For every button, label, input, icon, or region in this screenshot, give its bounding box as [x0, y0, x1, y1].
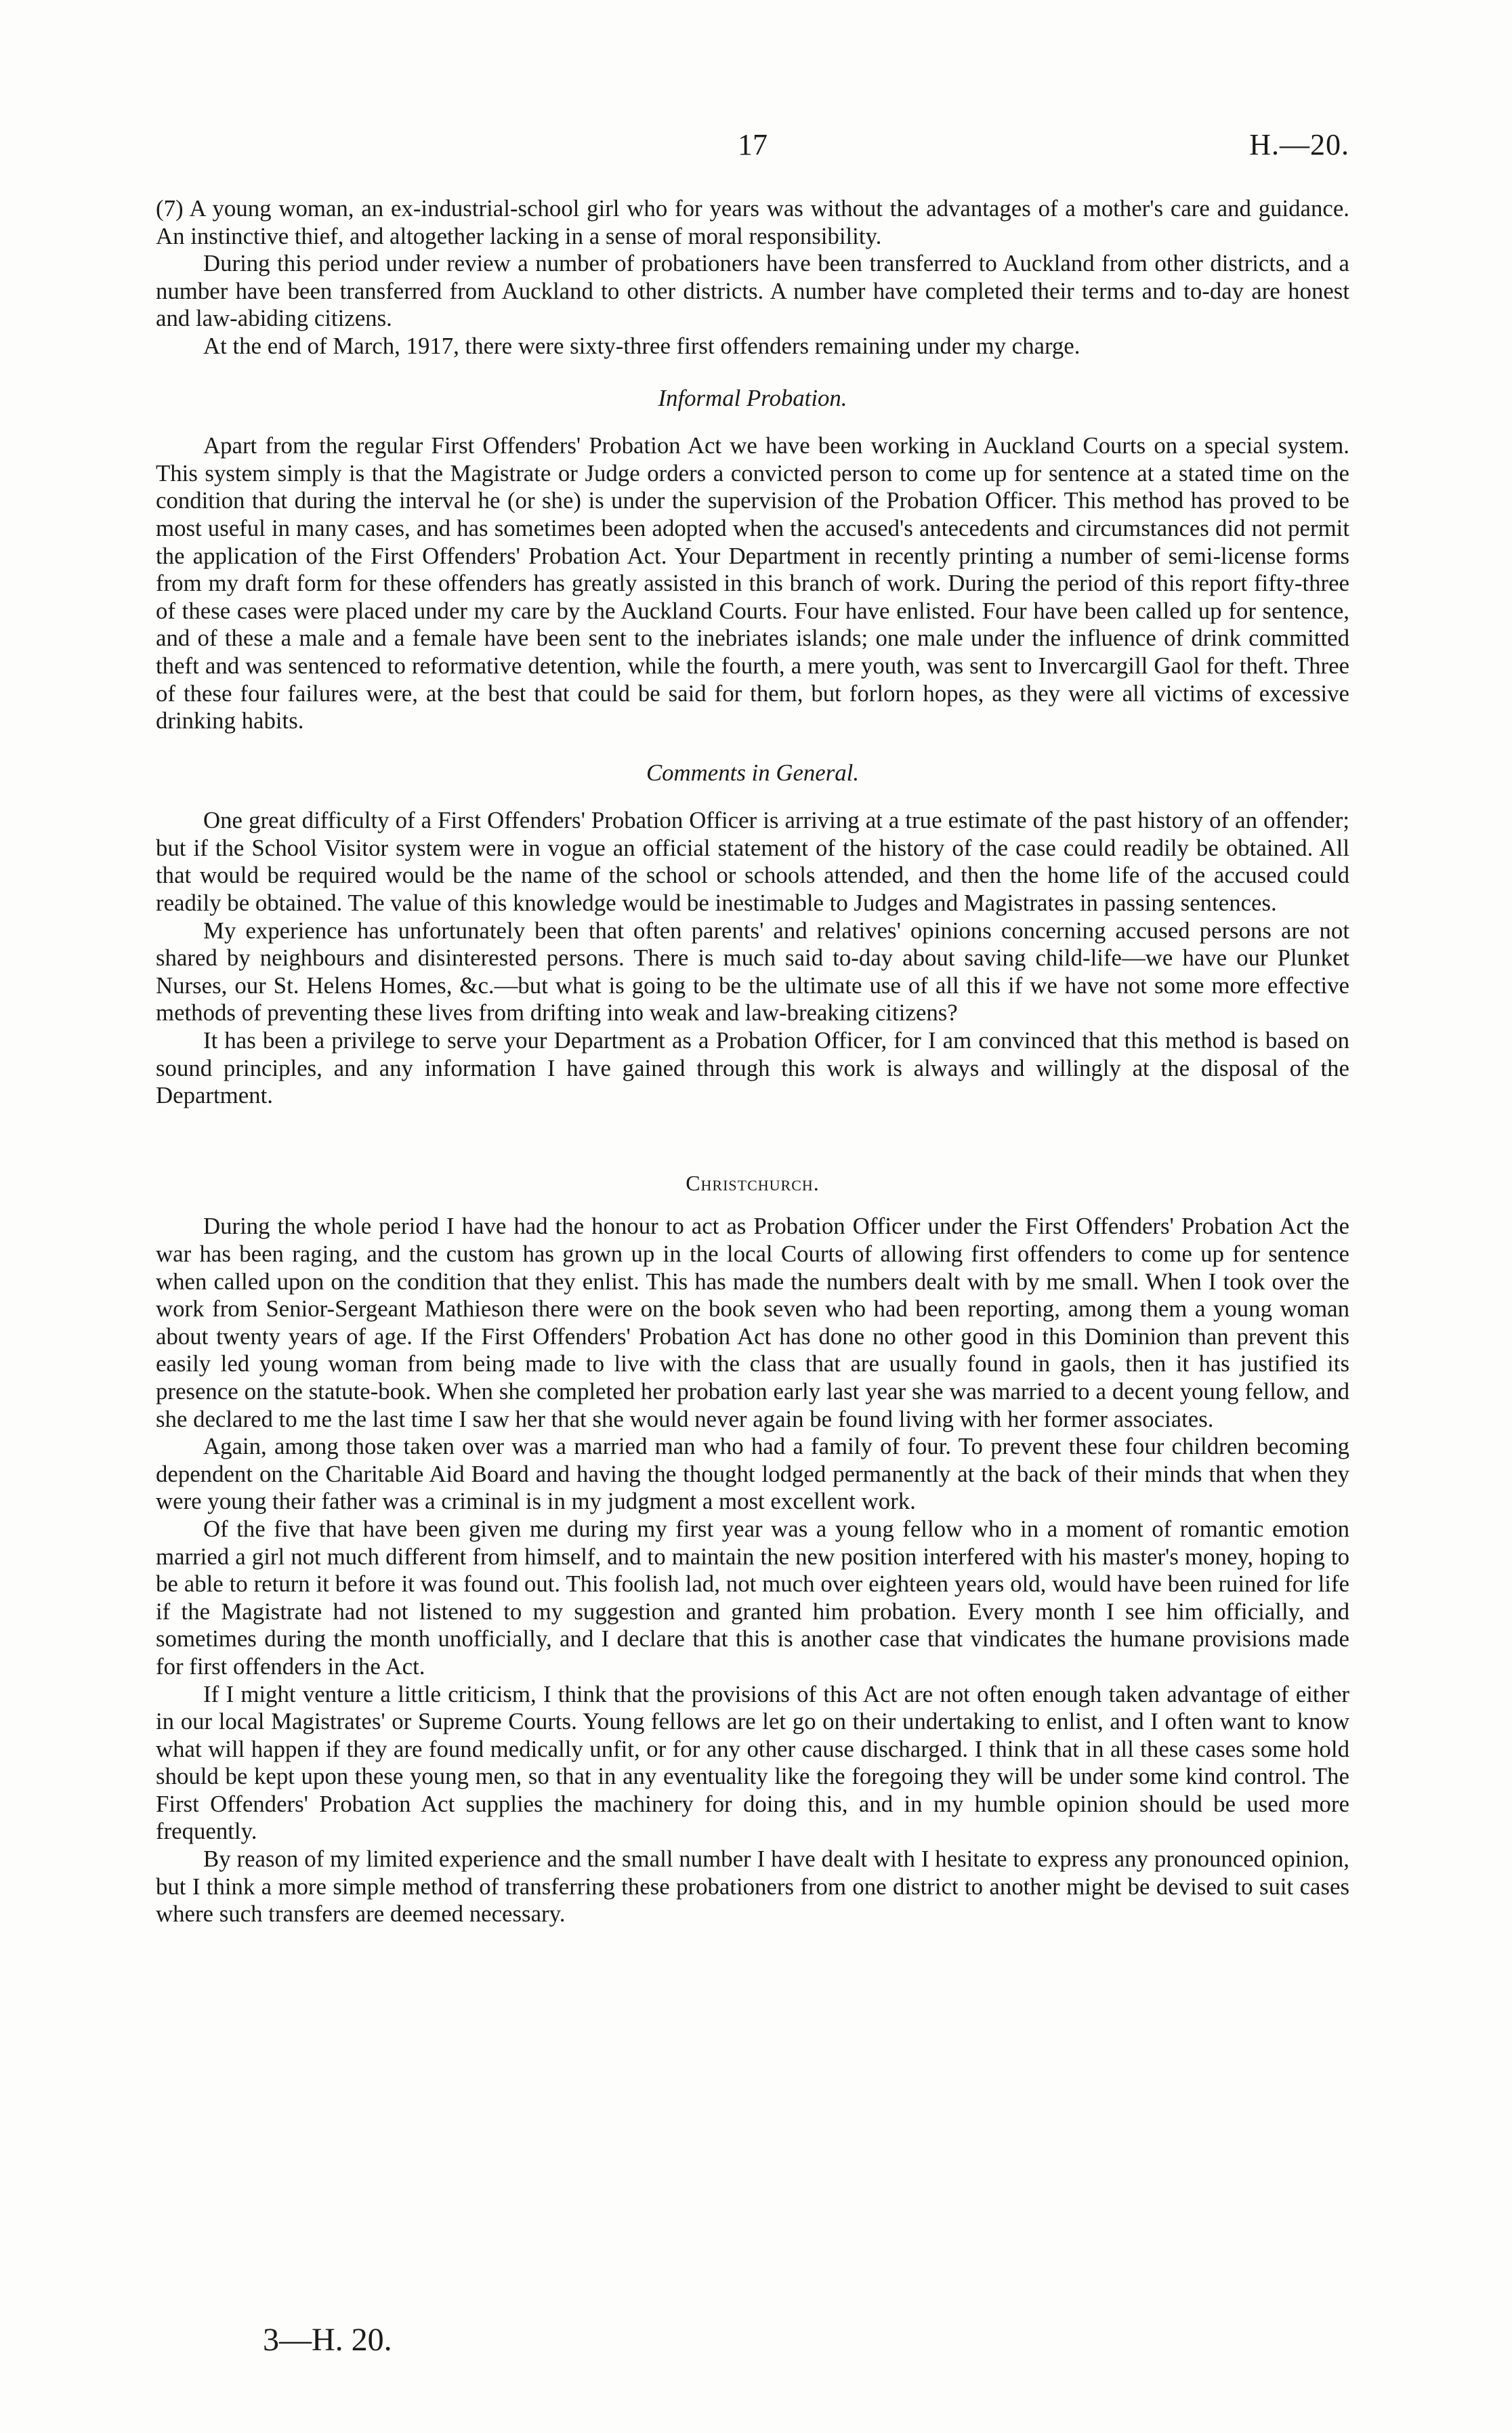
page-number: 17: [738, 128, 768, 161]
paragraph: During the whole period I have had the honour to act as Probation Officer under the First Offenders' Probation Act the war has been raging, and the custom has grown up in the local Courts of allowing first offenders to come up for sentence when called upon on the condition that they enlist. This has made the numbers dealt with by me small. When I took over the work from Senior-Sergeant Mathieson there were on the book seven who had been reporting, among them a young woman about twenty years of age. If the First Offenders' Probation Act has done no other good in this Dominion than prevent this easily led young woman from being made to live with the class that are usually found in gaols, then it has justified its presence on the statute-book. When she completed her probation early last year she was married to a decent young fellow, and she declared to me the last time I saw her that she would never again be found living with her former associates.: [156, 1213, 1349, 1432]
document-body: [156, 195, 1349, 1928]
paragraph: My experience has unfortunately been that often parents' and relatives' opinions concerning accused persons are not shared by neighbours and disinterested persons. There is much said to-day about saving child-life—we have our Plunket Nurses, our St. Helens Homes, &c.—but what is going to be the ultimate use of all this if we have not some more effective methods of preventing these lives from drifting into weak and law-breaking citizens?: [156, 917, 1349, 1026]
section-heading-christchurch: Christchurch.: [686, 1170, 820, 1195]
paragraph: At the end of March, 1917, there were sixty-three first offenders remaining under my charge.: [203, 332, 1080, 359]
paragraph: Again, among those taken over was a married man who had a family of four. To prevent these four children becoming dependent on the Charitable Aid Board and having the thought lodged permanently at the back of their minds that when they were young their father was a criminal is in my judgment a most excellent work.: [156, 1433, 1349, 1515]
signature-mark: 3—H. 20.: [263, 2322, 392, 2358]
paragraph: Of the five that have been given me during my first year was a young fellow who in a moment of romantic emotion married a girl not much different from himself, and to maintain the new position interfered with his master's money, hoping to be able to return it before it was found out. This foolish lad, not much over eighteen years old, would have been ruined for life if the Magistrate had not listened to my suggestion and granted him probation. Every month I see him officially, and sometimes during the month unofficially, and I declare that this is another case that vindicates the humane provisions made for first offenders in the Act.: [156, 1515, 1349, 1680]
paragraph: By reason of my limited experience and the small number I have dealt with I hesitate to express any pronounced opinion, but I think a more simple method of transferring these probationers from one district to another might be devised to suit cases where such transfers are deemed necessary.: [156, 1846, 1349, 1928]
section-heading-comments-in-general: Comments in General.: [646, 759, 860, 786]
page-header: [156, 127, 1349, 168]
page-reference: H.—20.: [1249, 128, 1349, 161]
paragraph: During this period under review a number of probationers have been transferred to Auckland from other districts, and a number have been transferred from Auckland to other districts. A number have completed their terms and to-day are honest and law-abiding citizens.: [156, 250, 1349, 332]
paragraph: One great difficulty of a First Offenders' Probation Officer is arriving at a true estimate of the past history of an offender; but if the School Visitor system were in vogue an official statement of the history of the case could readily be obtained. All that would be required would be the name of the school or schools attended, and then the home life of the accused could readily be obtained. The value of this knowledge would be inestimable to Judges and Magistrates in passing sentences.: [156, 807, 1349, 917]
paragraph: It has been a privilege to serve your Department as a Probation Officer, for I am convinced that this method is based on sound principles, and any information I have gained through this work is always and willingly at the disposal of the Department.: [156, 1027, 1349, 1109]
paragraph: If I might venture a little criticism, I think that the provisions of this Act are not often enough taken advantage of either in our local Magistrates' or Supreme Courts. Young fellows are let go on their undertaking to enlist, and I often want to know what will happen if they are found medically unfit, or for any other cause discharged. I think that in all these cases some hold should be kept upon these young men, so that in any eventuality like the foregoing they will be under some kind control. The First Offenders' Probation Act supplies the machinery for doing this, and in my humble opinion should be used more frequently.: [156, 1680, 1349, 1845]
paragraph: (7) A young woman, an ex-industrial-school girl who for years was without the advantages of a mother's care and guidance. An instinctive thief, and altogether lacking in a sense of moral responsibility.: [156, 195, 1349, 249]
section-heading-informal-probation: Informal Probation.: [658, 384, 847, 411]
paragraph: Apart from the regular First Offenders' Probation Act we have been working in Auckland Courts on a special system. This system simply is that the Magistrate or Judge orders a convicted person to come up for sentence at a stated time on the condition that during the interval he (or she) is under the supervision of the Probation Officer. This method has proved to be most useful in many cases, and has sometimes been adopted when the accused's antecedents and circumstances did not permit the application of the First Offenders' Probation Act. Your Department in recently printing a number of semi-license forms from my draft form for these offenders has greatly assisted in this branch of work. During the period of this report fifty-three of these cases were placed under my care by the Auckland Courts. Four have enlisted. Four have been called up for sentence, and of these a male and a female have been sent to the inebriates islands; one male under the influence of drink committed theft and was sentenced to reformative detention, while the fourth, a mere youth, was sent to Invercargill Gaol for theft. Three of these four failures were, at the best that could be said for them, but forlorn hopes, as they were all victims of excessive drinking habits.: [156, 432, 1349, 734]
